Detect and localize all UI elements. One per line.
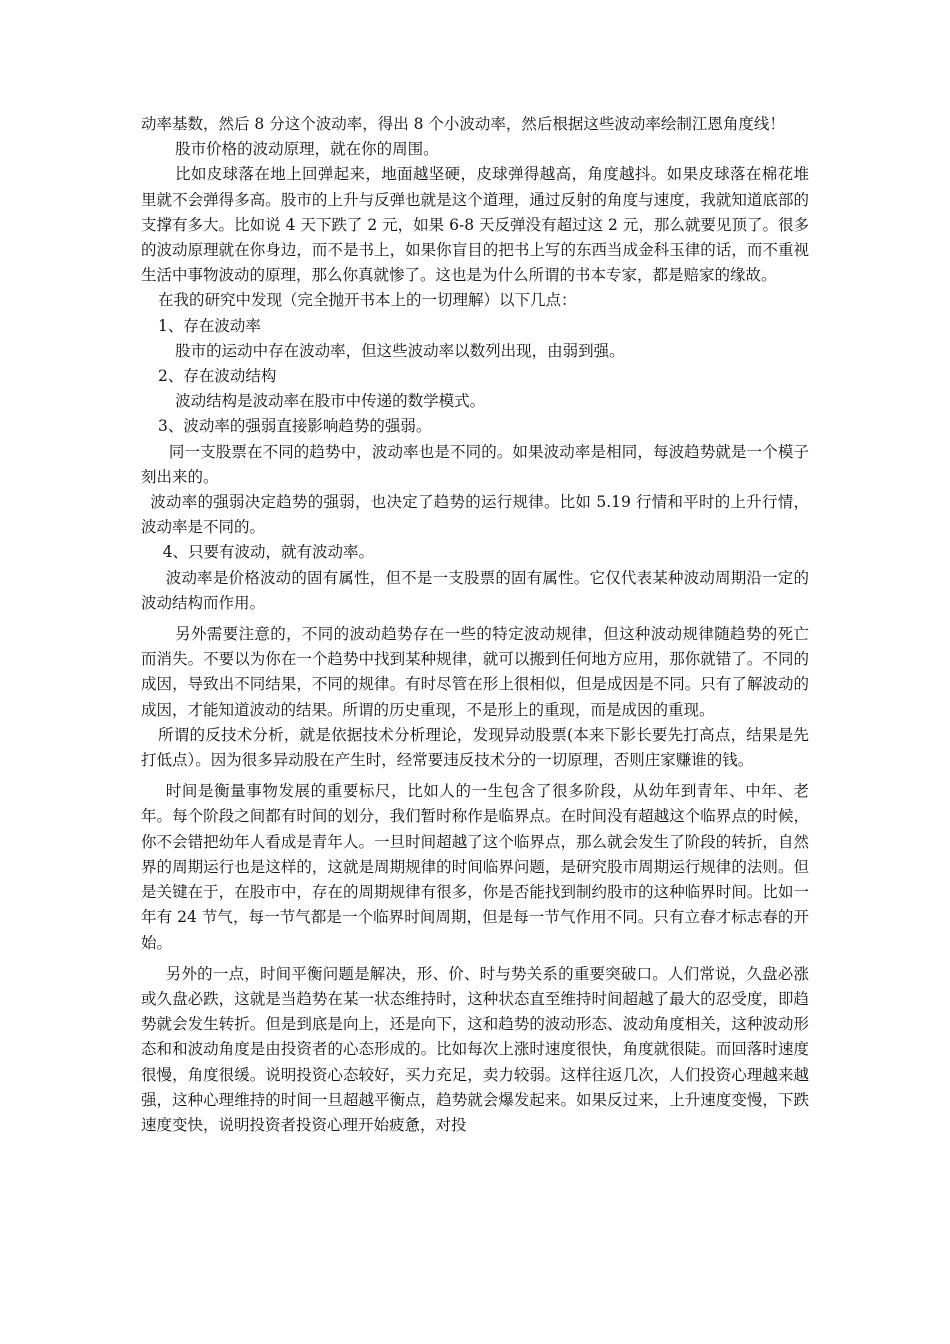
paragraph-continuation: 动率基数，然后 8 分这个波动率，得出 8 个小波动率，然后根据这些波动率绘制江恩角度线！ <box>141 115 785 133</box>
list-item-body-3a: 同一支股票在不同的趋势中，波动率也是不同的。如果波动率是相同，每波趋势就是一个模子刻出来的。 <box>141 442 809 486</box>
paragraph-anti-technical: 所谓的反技术分析，就是依据技术分析理论，发现异动股票(本来下影长要先打高点，结果是先打低点）。因为很多异动股在产生时，经常要违反技术分的一切原理，否则庄家赚谁的钱。 <box>141 725 809 770</box>
list-item-body-3b: 波动率的强弱决定趋势的强弱，也决定了趋势的运行规律。比如 5.19 行情和平时的上升行情，波动率是不同的。 <box>141 493 809 537</box>
list-item-heading-2: 2、存在波动结构 <box>158 367 277 386</box>
list-item-heading-1: 1、存在波动率 <box>158 316 261 335</box>
paragraph-ball-example: 比如皮球落在地上回弹起来，地面越坚硬，皮球弹得越高，角度越抖。如果皮球落在棉花堆里就不会弹得多高。股市的上升与反弹也就是这个道理，通过反射的角度与速度，我就知道底部的支撑有多大。比如说 4 天下跌了 2 元，如果 6-8 天反弹没有超过这 2 元，那么就要见顶了。很多的波动原理就在你身边，而不是书上，如果你盲目的把书上写的东西当成金科玉律的话，而不重视生活中事物波动的原理，那么你真就惨了。这也是为什么所谓的书本专家，都是赔家的缘故。 <box>141 165 809 285</box>
paragraph-time-critical: 时间是衡量事物发展的重要标尺，比如人的一生包含了很多阶段，从幼年到青年、中年、老年。每个阶段之间都有时间的划分，我们暂时称作是临界点。在时间没有超越这个临界点的时候，你不会错把幼年人看成是青年人。一旦时间超越了这个临界点，那么就会发生了阶段的转折，自然界的周期运行也是这样的，这就是周期规律的时间临界问题，是研究股市周期运行规律的法则。但是关键在于，在股市中，存在的周期规律有很多，你是否能找到制约股市的这种临界时间。比如一年有 24 节气，每一节气都是一个临界时间周期，但是每一节气作用不同。只有立春才标志春的开始。 <box>141 782 809 952</box>
list-item-body-4: 波动率是价格波动的固有属性，但不是一支股票的固有属性。它仅代表某种波动周期沿一定的波动结构而作用。 <box>141 568 809 612</box>
list-item-heading-4: 4、只要有波动，就有波动率。 <box>162 543 375 562</box>
list-item-heading-3: 3、波动率的强弱直接影响趋势的强弱。 <box>158 417 432 436</box>
document-page <box>141 112 809 1138</box>
paragraph-research-findings: 在我的研究中发现（完全抛开书本上的一切理解）以下几点： <box>158 291 577 310</box>
list-item-body-1: 股市的运动中存在波动率，但这些波动率以数列出现，由弱到强。 <box>175 341 625 360</box>
paragraph-time-balance: 另外的一点，时间平衡问题是解决，形、价、时与势关系的重要突破口。人们常说，久盘必涨或久盘必跌，这就是当趋势在某一状态维持时，这种状态直至维持时间超越了最大的忍受度，即趋势就会发生转折。但是到底是向上，还是向下，这和趋势的波动形态、波动角度相关，这种波动形态和和波动角度是由投资者的心态形成的。比如每次上涨时速度很快，角度就很陡。而回落时速度很慢，角度很缓。说明投资心态较好，买力充足，卖力较弱。这样往返几次，人们投资心理越来越强，这种心理维持的时间一旦超越平衡点，趋势就会爆发起来。如果反过来，上升速度变慢，下跌速度变快，说明投资者投资心理开始疲惫，对投 <box>141 964 809 1134</box>
list-item-body-2: 波动结构是波动率在股市中传递的数学模式。 <box>175 392 486 411</box>
paragraph-trend-rules: 另外需要注意的，不同的波动趋势存在一些的特定波动规律，但这种波动规律随趋势的死亡而消失。不要以为你在一个趋势中找到某种规律，就可以搬到任何地方应用，那你就错了。不同的成因，导致出不同结果，不同的规律。有时尽管在形上很相似，但是成因是不同。只有了解波动的成因，才能知道波动的结果。所谓的历史重现，不是形上的重现，而是成因的重现。 <box>141 625 809 719</box>
paragraph-wave-principle: 股市价格的波动原理，就在你的周围。 <box>175 140 439 159</box>
